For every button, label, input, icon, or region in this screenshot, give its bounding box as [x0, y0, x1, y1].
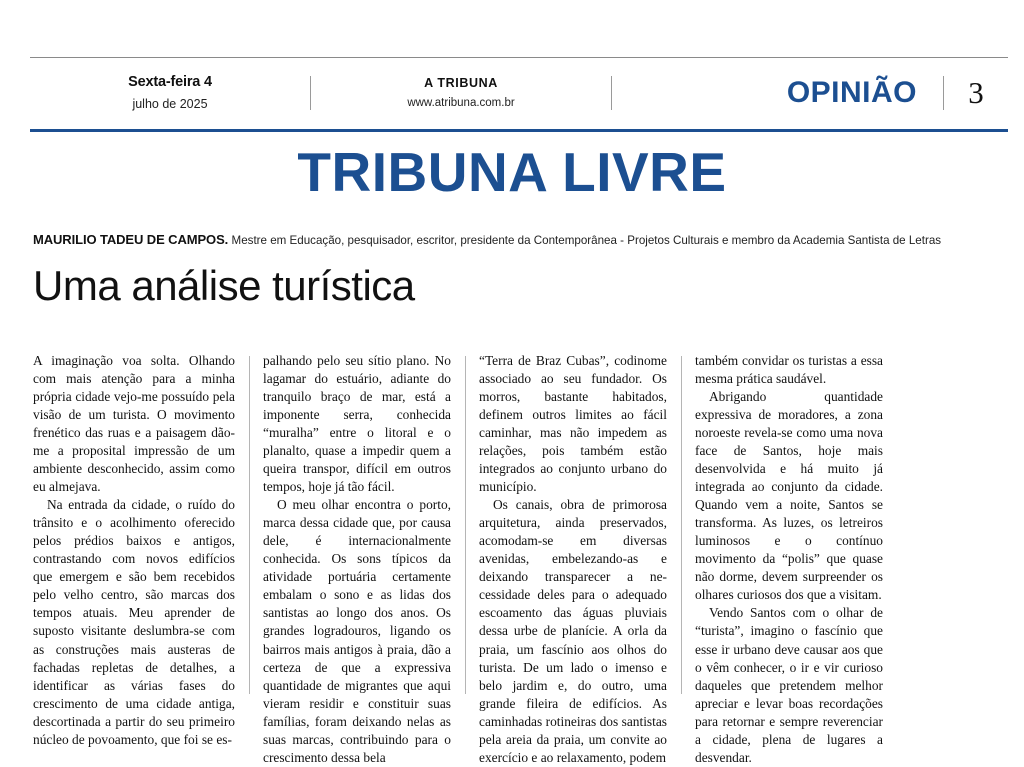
paragraph: também convidar os turistas a essa mesma prática saudável. [695, 353, 883, 387]
paragraph: palhando pelo seu sítio plano. No lagamar do estuário, adiante do tranquilo braço de mar, está a imponente serra, conhecida “muralha” entre o litoral e o planalto, quase a impedir quem a queira transpor, difícil em outros tempos, hoje já tão fácil. [263, 353, 451, 495]
masthead-date-weekday: Sexta-feira 4 [128, 74, 212, 91]
byline-author: MAURILIO TADEU DE CAMPOS. [33, 232, 229, 247]
article-column-3 [465, 352, 681, 765]
article-body [33, 352, 1001, 765]
paragraph: Vendo Santos com o olhar de “turista”, imagino o fascínio que esse ir urbano deve causar aos que o vêm conhecer, o ir e vir curioso daqueles que pretendem melhor apreciar e levar boas recordações para retornar e sempre reverenciar a cidade, plena de lugares a desvendar. [695, 605, 883, 765]
paragraph: A imaginação voa solta. Olhando com mais atenção para a minha própria cidade vejo-me possuído pela visão de um turista. O movimento frenético das ruas e a paisagem dão-me a proposital impressão de um ambiente desconhecido, assim como eu almejava. [33, 353, 235, 495]
column-divider [681, 356, 682, 694]
masthead-date-month: julho de 2025 [132, 96, 208, 111]
paragraph: Os canais, obra de primorosa arquitetura, ainda preservados, acomodam-se em diversas avenidas, embelezando-as e deixando transparecer a necessidade deles para o adequado escoamento das águas pluviais dessa urbe de planície. A orla da praia, um fascínio aos olhos do turista. De um lado o imenso e belo jardim e, do outro, uma grande fileira de edifícios. As caminhadas rotineiras dos santistas pela areia da praia, um convite ao exercício e ao relaxamento, podem [479, 497, 667, 765]
masthead-page-number [944, 75, 1008, 111]
paragraph: O meu olhar encontra o porto, marca dessa cidade que, por causa dele, é internacionalmente conhecida. Os sons típicos da atividade portuária certamente embalam o sono e as lidas dos santistas ao longo dos anos. Os grandes logradouros, ligando os bairros mais antigos à praia, dão a certeza de que a expressiva quantidade de migrantes que aqui vieram residir e constituir suas famílias, foram deixando nelas as suas marcas, contribuindo para o crescimento dessa bela [263, 497, 451, 765]
masthead-paper [311, 74, 611, 112]
article-headline-text: Uma análise turística [33, 262, 415, 309]
masthead-paper-name: A TRIBUNA [424, 76, 498, 90]
banner-title-text: TRIBUNA LIVRE [297, 141, 727, 203]
banner-title [0, 140, 1024, 204]
paragraph: Abrigando quantidade expressiva de moradores, a zona noroeste revela-se como uma nova face de Santos, hoje mais desenvolvida e há muito já integrada ao conjunto da cidade. Quando vem a noite, Santos se transforma. As luzes, os letreiros luminosos e o contínuo movimento da “polis” que quase não dorme, devem surpreender os olhares curiosos dos que a visitam. [695, 389, 883, 603]
masthead-section [612, 76, 943, 110]
header-divider [30, 57, 1008, 58]
masthead-section-label: OPINIÃO [786, 76, 917, 109]
byline-credentials: Mestre em Educação, pesquisador, escritor, presidente da Contemporânea - Projetos Culturais e membro da Academia Santista de Letras [231, 234, 942, 247]
page-number-value: 3 [968, 75, 984, 110]
article-headline [33, 262, 933, 310]
article-column-4 [681, 352, 897, 765]
byline [33, 232, 993, 249]
article-column-1 [33, 352, 249, 747]
masthead [30, 62, 1008, 124]
masthead-date [30, 73, 310, 112]
paragraph: “Terra de Braz Cubas”, codinome associado ao seu fundador. Os morros, bastante habitados, definem outros limites ao fácil caminhar, mas não impedem as relações, pois também estão integrados ao conjunto urbano do município. [479, 353, 667, 495]
column-divider [465, 356, 466, 694]
article-column-2 [249, 352, 465, 765]
column-divider [249, 356, 250, 694]
masthead-paper-website[interactable]: www.atribuna.com.br [407, 96, 515, 109]
section-accent-rule [30, 129, 1008, 132]
paragraph: Na entrada da cidade, o ruído do trânsito e o acolhimento oferecido pelos prédios baixos e antigos, contrastando com novos edifícios que emergem e são bem recebidos pelo velho centro, são marcas dos tempos atuais. Meu aprender de suposto visitante deslumbra-se com as construções mais austeras de fachadas repletas de detalhes, a identificar as várias fases do crescimento de uma cidade antiga, descortinada a partir do seu primeiro núcleo de povoamento, que foi se es- [33, 497, 235, 747]
